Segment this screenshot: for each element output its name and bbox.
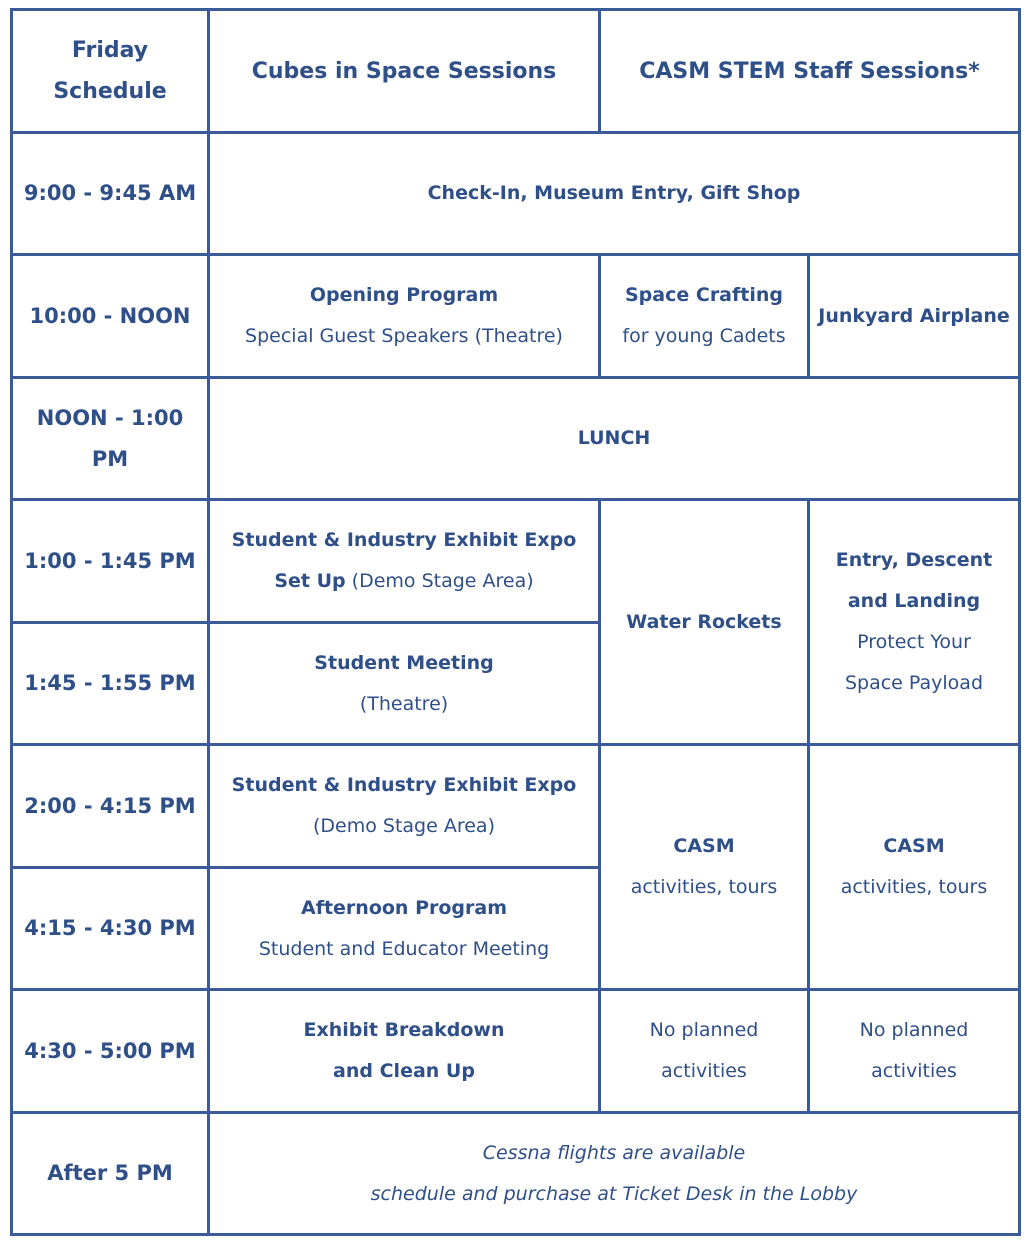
friday-schedule-table bbox=[10, 8, 1021, 1236]
time-cell: After 5 PM bbox=[12, 1113, 209, 1235]
time-cell: 1:00 - 1:45 PM bbox=[12, 500, 209, 623]
time-cell: 2:00 - 4:15 PM bbox=[12, 745, 209, 868]
casm-activities-cell-2 bbox=[809, 745, 1020, 990]
entry-descent-landing-cell bbox=[809, 500, 1020, 745]
cessna-note-line1: Cessna flights are available bbox=[482, 1141, 746, 1164]
session-subtitle: No planned bbox=[859, 1019, 969, 1041]
session-title: Entry, Descent bbox=[835, 549, 993, 571]
header-casm-stem-staff: CASM STEM Staff Sessions* bbox=[600, 10, 1020, 133]
session-title: Opening Program bbox=[309, 284, 499, 306]
session-subtitle: activities bbox=[871, 1060, 957, 1082]
session-subtitle: (Demo Stage Area) bbox=[345, 570, 534, 592]
session-title: Student & Industry Exhibit Expo bbox=[231, 529, 577, 551]
session-subtitle: activities, tours bbox=[840, 876, 988, 898]
session-title: Space Crafting bbox=[625, 284, 783, 306]
session-subtitle: Protect Your bbox=[857, 631, 971, 653]
checkin-cell: Check-In, Museum Entry, Gift Shop bbox=[209, 133, 1020, 255]
cessna-flights-cell bbox=[209, 1113, 1020, 1235]
session-title-part: Set Up bbox=[274, 570, 346, 592]
row-1000 bbox=[12, 255, 1020, 378]
row-noon bbox=[12, 378, 1020, 500]
time-cell: 4:30 - 5:00 PM bbox=[12, 990, 209, 1113]
time-cell: 10:00 - NOON bbox=[12, 255, 209, 378]
row-0430 bbox=[12, 990, 1020, 1113]
session-title: Student & Industry Exhibit Expo bbox=[231, 774, 577, 796]
junkyard-airplane-cell: Junkyard Airplane bbox=[809, 255, 1020, 378]
header-row bbox=[12, 10, 1020, 133]
session-title: CASM bbox=[883, 835, 945, 857]
session-subtitle: Special Guest Speakers (Theatre) bbox=[245, 325, 563, 347]
expo-setup-cell bbox=[209, 500, 600, 623]
row-after5 bbox=[12, 1113, 1020, 1235]
row-0200 bbox=[12, 745, 1020, 868]
header-corner-line2: Schedule bbox=[53, 79, 167, 104]
session-title: and Clean Up bbox=[333, 1060, 475, 1082]
time-cell: NOON - 1:00 PM bbox=[12, 378, 209, 500]
opening-program-cell bbox=[209, 255, 600, 378]
exhibit-breakdown-cell bbox=[209, 990, 600, 1113]
afternoon-program-cell bbox=[209, 868, 600, 990]
session-subtitle: for young Cadets bbox=[622, 325, 786, 347]
time-cell: 9:00 - 9:45 AM bbox=[12, 133, 209, 255]
session-subtitle: activities, tours bbox=[630, 876, 778, 898]
time-cell: 4:15 - 4:30 PM bbox=[12, 868, 209, 990]
session-subtitle: Student and Educator Meeting bbox=[258, 937, 550, 960]
header-corner-line1: Friday bbox=[71, 38, 149, 63]
water-rockets-cell: Water Rockets bbox=[600, 500, 809, 745]
row-0900 bbox=[12, 133, 1020, 255]
session-subtitle: Space Payload bbox=[844, 672, 984, 694]
session-title: Exhibit Breakdown bbox=[303, 1019, 505, 1041]
no-planned-cell-1 bbox=[600, 990, 809, 1113]
casm-activities-cell-1 bbox=[600, 745, 809, 990]
session-title: Student Meeting bbox=[314, 651, 494, 674]
expo-cell bbox=[209, 745, 600, 868]
session-subtitle: No planned bbox=[649, 1019, 759, 1041]
cessna-note-line2: schedule and purchase at Ticket Desk in the Lobby bbox=[370, 1182, 858, 1205]
no-planned-cell-2 bbox=[809, 990, 1020, 1113]
session-title: Afternoon Program bbox=[300, 896, 508, 919]
session-subtitle: activities bbox=[661, 1060, 747, 1082]
student-meeting-cell bbox=[209, 623, 600, 745]
lunch-cell: LUNCH bbox=[209, 378, 1020, 500]
time-cell: 1:45 - 1:55 PM bbox=[12, 623, 209, 745]
header-corner-cell bbox=[12, 10, 209, 133]
row-0100 bbox=[12, 500, 1020, 623]
session-subtitle: (Demo Stage Area) bbox=[313, 815, 495, 837]
session-subtitle: (Theatre) bbox=[359, 692, 449, 715]
session-title: CASM bbox=[673, 835, 735, 857]
session-title: and Landing bbox=[847, 590, 981, 612]
header-cubes-in-space: Cubes in Space Sessions bbox=[209, 10, 600, 133]
space-crafting-cell bbox=[600, 255, 809, 378]
